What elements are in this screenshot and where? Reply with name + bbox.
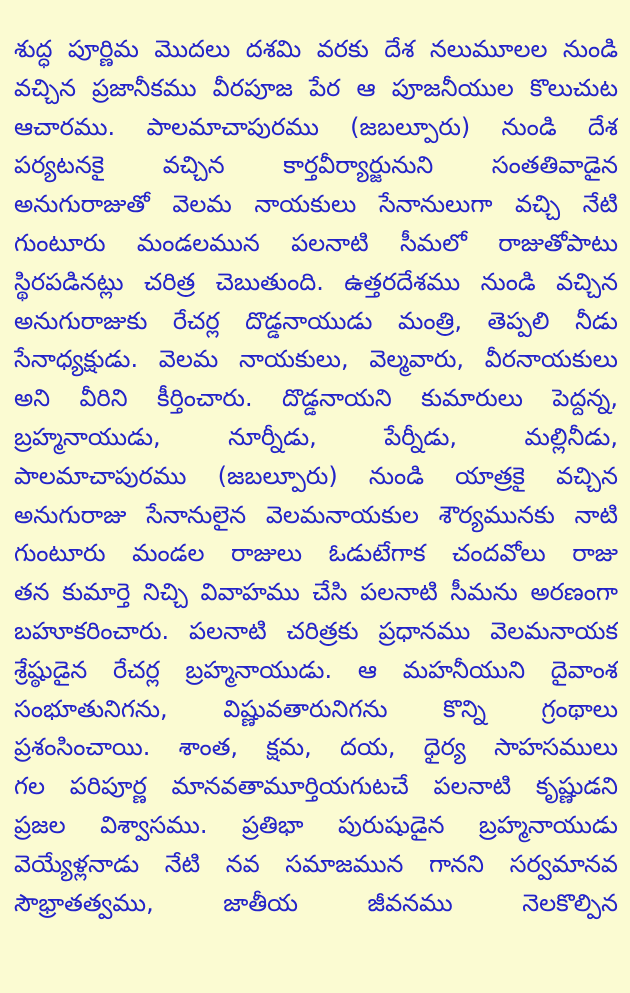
text-line: గల పరిపూర్ణ మానవతామూర్తియగుటచే పలనాటి కృష్ణుడని — [14, 772, 618, 801]
text-line: శ్రేష్ఠుడైన రేచర్ల బ్రహ్మనాయుడు. ఆ మహనీయుని దైవాంశ — [14, 655, 618, 684]
text-line: అనుగురాజుకు రేచర్ల దొడ్డనాయుడు మంత్రి, తెప్పలి నీడు — [14, 306, 618, 335]
text-line: బహూకరించారు. పలనాటి చరిత్రకు ప్రధానము వెలమనాయక — [14, 616, 618, 645]
text-line: పాలమాచాపురము (జబల్పూరు) నుండి యాత్రకై వచ్చిన — [14, 461, 618, 490]
text-line: ప్రజల విశ్వాసము. ప్రతిభా పురుషుడైన బ్రహ్మనాయుడు — [14, 810, 618, 839]
text-line: తన కుమార్తె నిచ్చి వివాహము చేసి పలనాటి సీమను అరణంగా — [14, 578, 618, 607]
text-line: స్థిరపడినట్లు చరిత్ర చెబుతుంది. ఉత్తరదేశము నుండి వచ్చిన — [14, 267, 618, 296]
text-line: ఆచారము. పాలమాచాపురము (జబల్పూరు) నుండి దేశ — [14, 112, 618, 141]
text-line: గుంటూరు మండల రాజులు ఓడుటేగాక చందవోలు రాజు — [14, 539, 618, 568]
body-text — [14, 30, 618, 922]
text-line: అనుగురాజు సేనానులైన వెలమనాయకుల శౌర్యమునకు నాటి — [14, 500, 618, 529]
text-line: వెయ్యేళ్లనాడు నేటి నవ సమాజమున గానని సర్వమానవ — [14, 849, 618, 878]
text-line: సంభూతునిగను, విష్ణువతారునిగను కొన్ని గ్రంథాలు — [14, 694, 618, 723]
text-line: వచ్చిన ప్రజానీకము వీరపూజ పేర ఆ పూజనీయుల కొలుచుట — [14, 73, 618, 102]
text-line: సౌభ్రాతత్వము, జాతీయ జీవనము నెలకొల్పిన — [14, 888, 618, 917]
text-line: ప్రశంసించాయి. శాంత, క్షమ, దయ, ధైర్య సాహసములు — [14, 733, 618, 762]
text-line: పర్యటనకై వచ్చిన కార్తవీర్యార్జునుని సంతతివాడైన — [14, 151, 618, 180]
text-line: శుద్ధ పూర్ణిమ మొదలు దశమి వరకు దేశ నలుమూలల నుండి — [14, 35, 618, 63]
text-line: గుంటూరు మండలమున పలనాటి సీమలో రాజుతోపాటు — [14, 228, 618, 257]
text-line: సేనాధ్యక్షుడు. వెలమ నాయకులు, వెల్మవారు, వీరనాయకులు — [14, 345, 618, 374]
text-line: బ్రహ్మనాయుడు, నూర్నీడు, పేర్నీడు, మల్లినీడు, — [14, 422, 618, 451]
text-line: అనుగురాజుతో వెలమ నాయకులు సేనానులుగా వచ్చి నేటి — [14, 190, 618, 219]
text-line: అని వీరిని కీర్తించారు. దొడ్డనాయని కుమారులు పెద్దన్న, — [14, 384, 618, 413]
